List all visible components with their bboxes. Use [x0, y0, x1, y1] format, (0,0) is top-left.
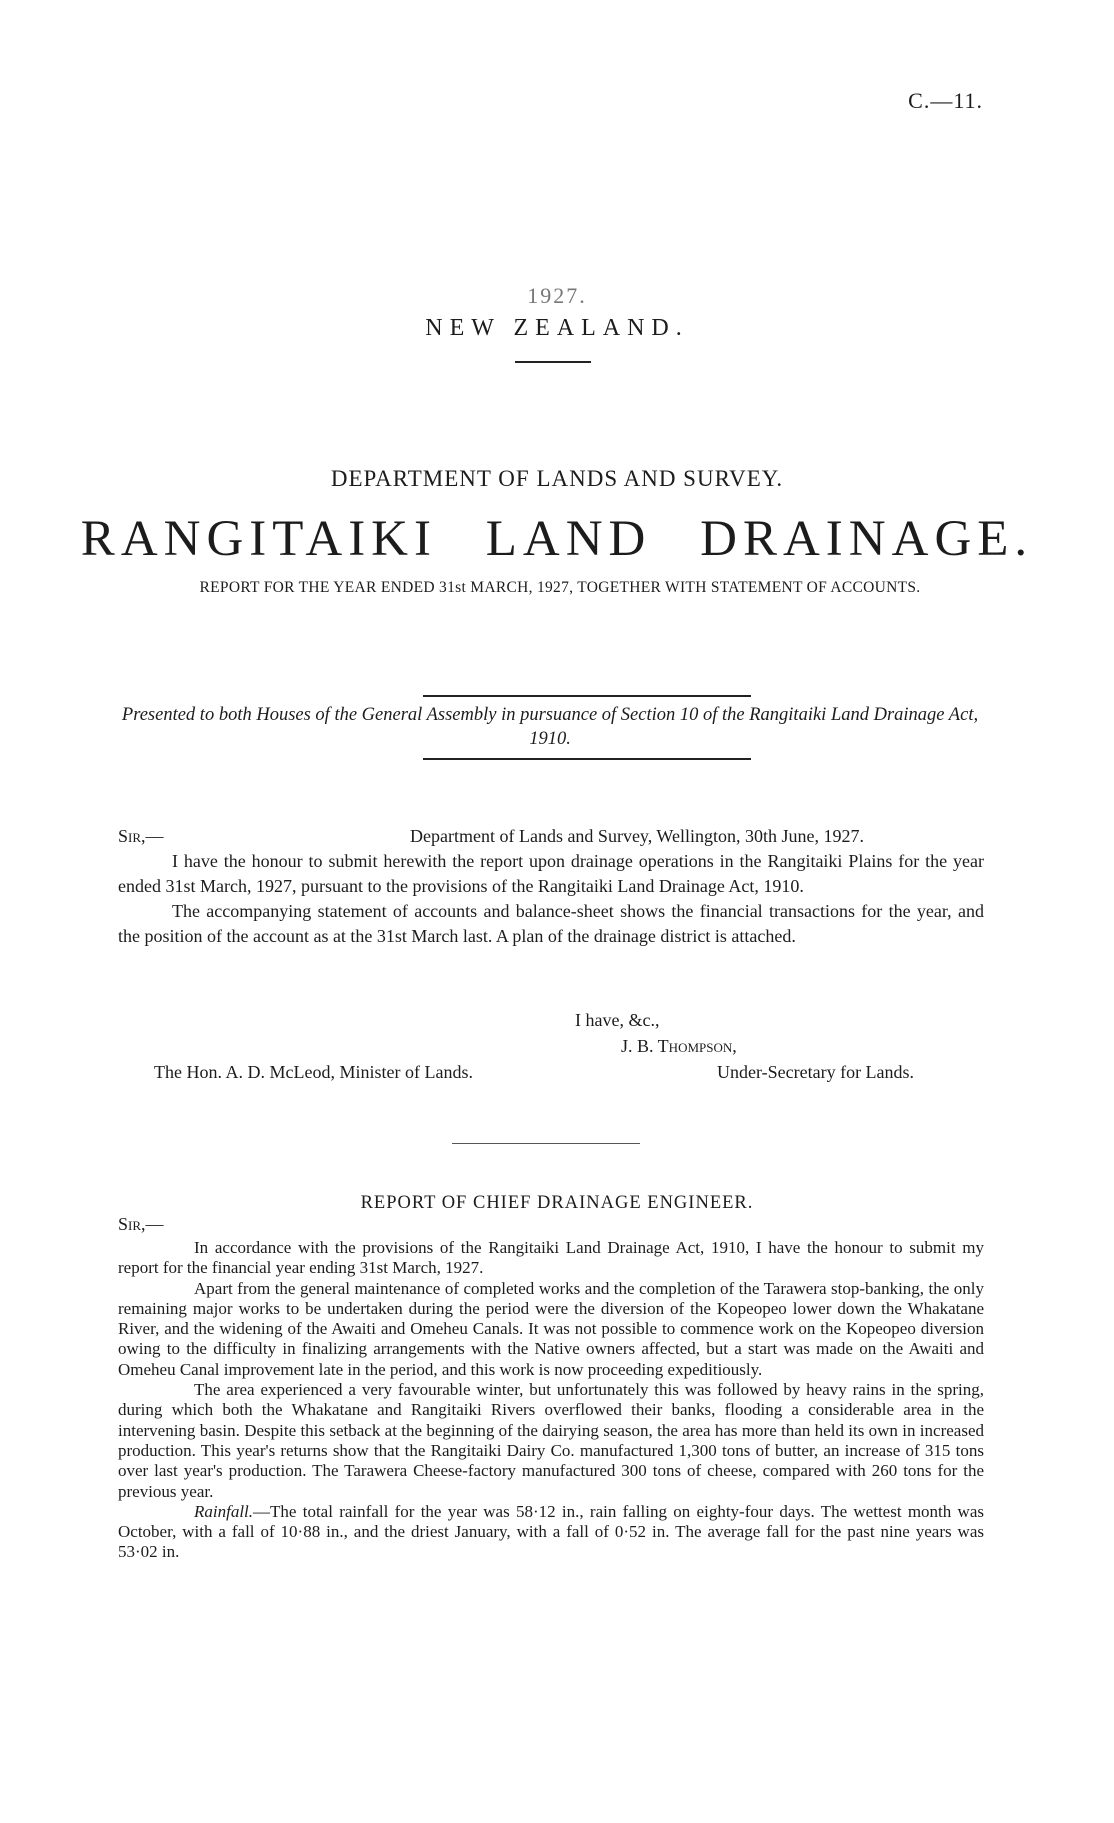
- letter-addressee: The Hon. A. D. McLeod, Minister of Lands.: [154, 1062, 473, 1082]
- document-subtitle: REPORT FOR THE YEAR ENDED 31st MARCH, 1927, TOGETHER WITH STATEMENT OF ACCOUNTS.: [199, 579, 921, 596]
- report-paragraph: The area experienced a very favourable winter, but unfortunately this was followed by heavy rains in the spring, during which both the Whakatane and Rangitaiki Rivers overflowed their banks, flooding a considerable area in the intervening basin. Despite this setback at the beginning of the dairying season, the area has more than held its own in increased production. This year's returns show that the Rangitaiki Dairy Co. manufactured 1,300 tons of butter, an increase of 315 tons over last year's production. The Tarawera Cheese-factory manufactured 300 tons of cheese, compared with 260 tons for the previous year.: [118, 1380, 984, 1501]
- report-body: [118, 1238, 984, 1563]
- divider-rule: [423, 695, 751, 697]
- signatory-name: J. B. Thompson,: [621, 1036, 737, 1056]
- letter-salutation: Sir,—: [118, 826, 164, 846]
- department-heading: DEPARTMENT OF LANDS AND SURVEY.: [330, 466, 784, 491]
- document-title: RANGITAIKI LAND DRAINAGE.: [80, 511, 1034, 567]
- section-divider: [452, 1143, 640, 1144]
- divider-rule: [515, 361, 591, 363]
- letter-closing: I have, &c.,: [575, 1010, 660, 1030]
- country-heading: NEW ZEALAND.: [425, 315, 689, 341]
- rainfall-paragraph: [118, 1502, 984, 1563]
- letter-body: [118, 849, 984, 949]
- rainfall-text: —The total rainfall for the year was 58·12 in., rain falling on eighty-four days. The wettest month was October, with a fall of 10·88 in., and the driest January, with a fall of 0·52 in. The average fall for the past nine years was 53·02 in.: [118, 1501, 984, 1562]
- letter-paragraph: The accompanying statement of accounts and balance-sheet shows the financial transactions for the year, and the position of the account as at the 31st March last. A plan of the drainage district is attached.: [118, 901, 984, 946]
- letter-paragraph: I have the honour to submit herewith the report upon drainage operations in the Rangitaiki Plains for the year ended 31st March, 1927, pursuant to the provisions of the Rangitaiki Land Drainage Act, 1910.: [118, 851, 984, 896]
- divider-rule: [423, 758, 751, 760]
- page-reference: C.—11.: [908, 88, 983, 113]
- rainfall-lead: Rainfall.: [194, 1501, 254, 1521]
- letter-dateline: Department of Lands and Survey, Wellington, 30th June, 1927.: [410, 826, 864, 846]
- year-mark: 1927.: [527, 283, 587, 308]
- report-salutation: Sir,—: [118, 1214, 164, 1234]
- signatory-title: Under-Secretary for Lands.: [717, 1062, 915, 1082]
- report-paragraph: In accordance with the provisions of the Rangitaiki Land Drainage Act, 1910, I have the honour to submit my report for the financial year ending 31st March, 1927.: [118, 1238, 984, 1278]
- report-paragraph: Apart from the general maintenance of completed works and the completion of the Tarawera stop-banking, the only remaining major works to be undertaken during the period were the diversion of the Kopeopeo lower down the Whakatane River, and the widening of the Awaiti and Omeheu Canals. It was not possible to commence work on the Kopeopeo diversion owing to the difficulty in finalizing arrangements with the Native owners affected, but a start was made on the Awaiti and Omeheu Canal improvement late in the period, and this work is now proceeding expeditiously.: [118, 1278, 984, 1379]
- report-heading: REPORT OF CHIEF DRAINAGE ENGINEER.: [360, 1193, 754, 1213]
- presentation-note: Presented to both Houses of the General Assembly in pursuance of Section 10 of the Rangitaiki Land Drainage Act, 1910.: [121, 705, 979, 749]
